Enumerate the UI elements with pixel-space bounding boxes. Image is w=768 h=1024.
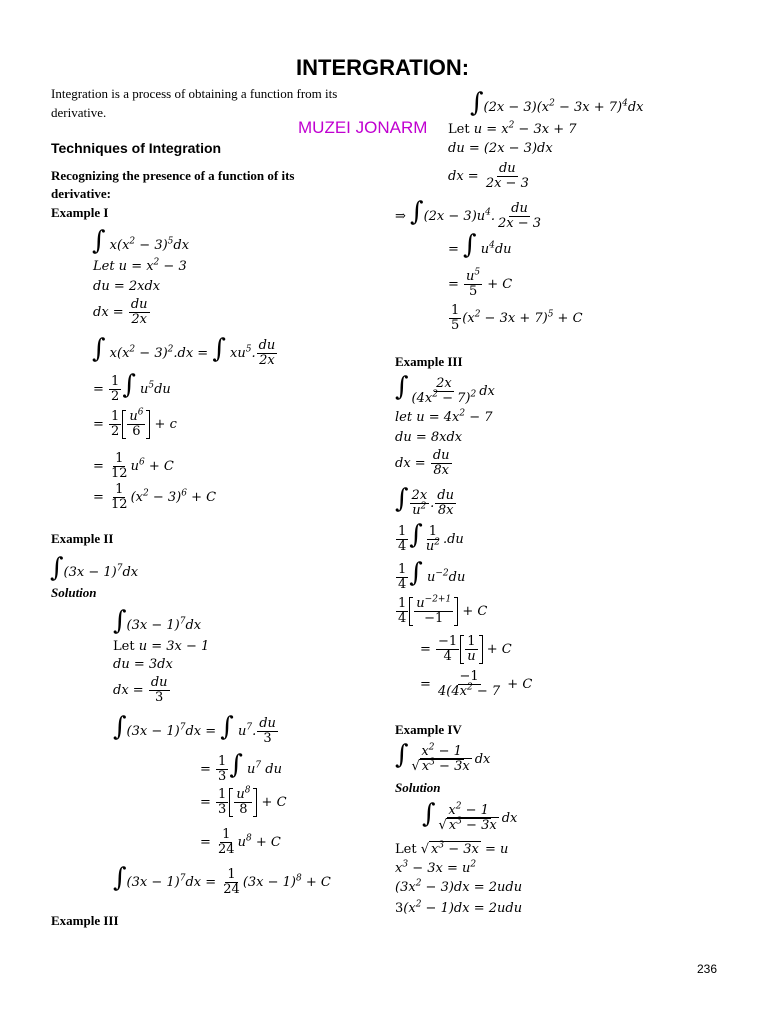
ex2-integral: $\int(3x - 1)^7dx$ <box>50 553 139 583</box>
ex4-integral-2: ∫ $\frac{x^2 - 1}{√ x^3 - 3x}$ dx <box>422 799 518 833</box>
ex1-let: Let $u = x^2 - 3$ <box>93 257 187 274</box>
example-4-label: Example IV <box>395 722 462 737</box>
recognizing-line-1: Recognizing the presence of a function of its <box>51 168 295 183</box>
example-2-label: Example II <box>51 531 114 546</box>
ex3-step2: $\frac{1}{4}$ ∫ $u^{-2}du$ <box>398 558 466 592</box>
ex4-solution-label: Solution <box>395 780 441 795</box>
ex2-dx: dx = $\frac{du}{3}$ <box>113 675 168 705</box>
ex4-let: Let √ $x^3 - 3x = u$ <box>395 840 509 857</box>
ex2-subst: $\int(3x - 1)^7dx$ = ∫ $u^7$. $\frac{du}{3}$ <box>113 712 276 746</box>
ex4-integral: ∫ $\frac{x^2 - 1}{√ x^3 - 3x}$ dx <box>395 740 491 774</box>
ex3-step5: = $\frac{-1}{4(4x^2 - 7}$ + C <box>420 669 533 699</box>
ex2-integral-2: $\int(3x - 1)^7dx$ <box>113 606 202 636</box>
ex1-subst: ∫ $x(x^2 - 3)^2.dx$ = ∫ $xu^5$. $\frac{du}{2x}$ <box>92 334 276 368</box>
ex2-step2: = $\frac{1}{3}$ $\frac{u^8}{8}$ + C <box>200 785 287 817</box>
ex3-du: du = 8xdx <box>395 430 463 445</box>
ex1-step3: = $\frac{1}{12}$ $u^6 + C$ <box>93 451 174 481</box>
ex1-integral: ∫ $x(x^2 - 3)^5dx$ <box>92 226 190 256</box>
ex2-result: $\int(3x - 1)^7dx$ = $\frac{1}{24}$ $(3x - 1)^8 + C$ <box>113 863 331 897</box>
r-dx: dx = $\frac{du}{2x - 3}$ <box>448 161 529 191</box>
author-watermark: MUZEI JONARM <box>298 118 428 137</box>
ex3-step3: $\frac{1}{4}$ $\frac{u^{-2+1}}{-1}$ + C <box>398 594 488 626</box>
ex3-subst: ∫ $\frac{2x}{u^2}$ . $\frac{du}{8x}$ <box>395 484 454 518</box>
r-du: du = (2x − 3)dx <box>448 141 553 156</box>
recognizing-line-2: derivative: <box>51 186 111 201</box>
ex3-let: let $u = 4x^2 - 7$ <box>395 408 493 425</box>
r-integral: $\int(2x - 3)(x^2 - 3x + 7)^4dx$ <box>470 88 644 118</box>
ex2-let: Let u = 3x − 1 <box>113 639 210 654</box>
page-title: INTERGRATION: <box>296 55 470 80</box>
ex1-step4: = $\frac{1}{12}$ $(x^2 - 3)^6 + C$ <box>93 482 217 512</box>
example-1-label: Example I <box>51 205 109 220</box>
ex4-eq3: $3(x^2 - 1)dx = 2udu$ <box>395 899 523 916</box>
ex4-eq1: $x^3 - 3x = u^2$ <box>395 859 477 876</box>
ex1-dx: dx = $\frac{du}{2x}$ <box>93 297 148 327</box>
ex2-solution-label: Solution <box>51 585 97 600</box>
intro-line-1: Integration is a process of obtaining a function from its <box>51 86 338 101</box>
r-step1: = ∫ $u^4du$ <box>448 230 512 260</box>
ex3-step1: $\frac{1}{4}$ ∫ $\frac{1}{u^2}$ .du <box>398 520 464 554</box>
ex1-du: du = 2xdx <box>93 279 161 294</box>
intro-line-2: derivative. <box>51 105 107 120</box>
ex4-eq2: $(3x^2 - 3)dx = 2udu$ <box>395 878 523 895</box>
r-subst: ⇒ $\int(2x - 3)u^4$. $\frac{du}{2x - 3}$ <box>395 197 542 231</box>
ex1-step2: = $\frac{1}{2}$ $\frac{u^6}{6}$ + c <box>93 407 177 439</box>
example-3-label-bottom: Example III <box>51 913 119 928</box>
ex2-step3: = $\frac{1}{24}$ $u^8 + C$ <box>200 827 281 857</box>
page-number: 236 <box>697 962 718 976</box>
r-step3: $\frac{1}{5}$ $(x^2 - 3x + 7)^5 + C$ <box>451 303 583 333</box>
example-3-label: Example III <box>395 354 463 369</box>
ex3-step4: = $\frac{-1}{4}$ $\frac{1}{u}$ + C <box>420 634 512 664</box>
ex1-step1: = $\frac{1}{2}$ ∫ $u^5du$ <box>93 370 171 404</box>
ex3-integral: ∫ $\frac{2x}{(4x^2 - 7)^2}$ dx <box>395 372 495 406</box>
r-step2: = $\frac{u^5}{5}$ + C <box>448 267 513 299</box>
ex3-dx: dx = $\frac{du}{8x}$ <box>395 448 450 478</box>
r-let: Let $u = x^2 - 3x + 7$ <box>448 120 577 137</box>
techniques-heading: Techniques of Integration <box>51 140 222 156</box>
ex2-step1: = $\frac{1}{3}$ ∫ $u^7$ du <box>200 750 282 784</box>
ex2-du: du = 3dx <box>113 657 173 672</box>
